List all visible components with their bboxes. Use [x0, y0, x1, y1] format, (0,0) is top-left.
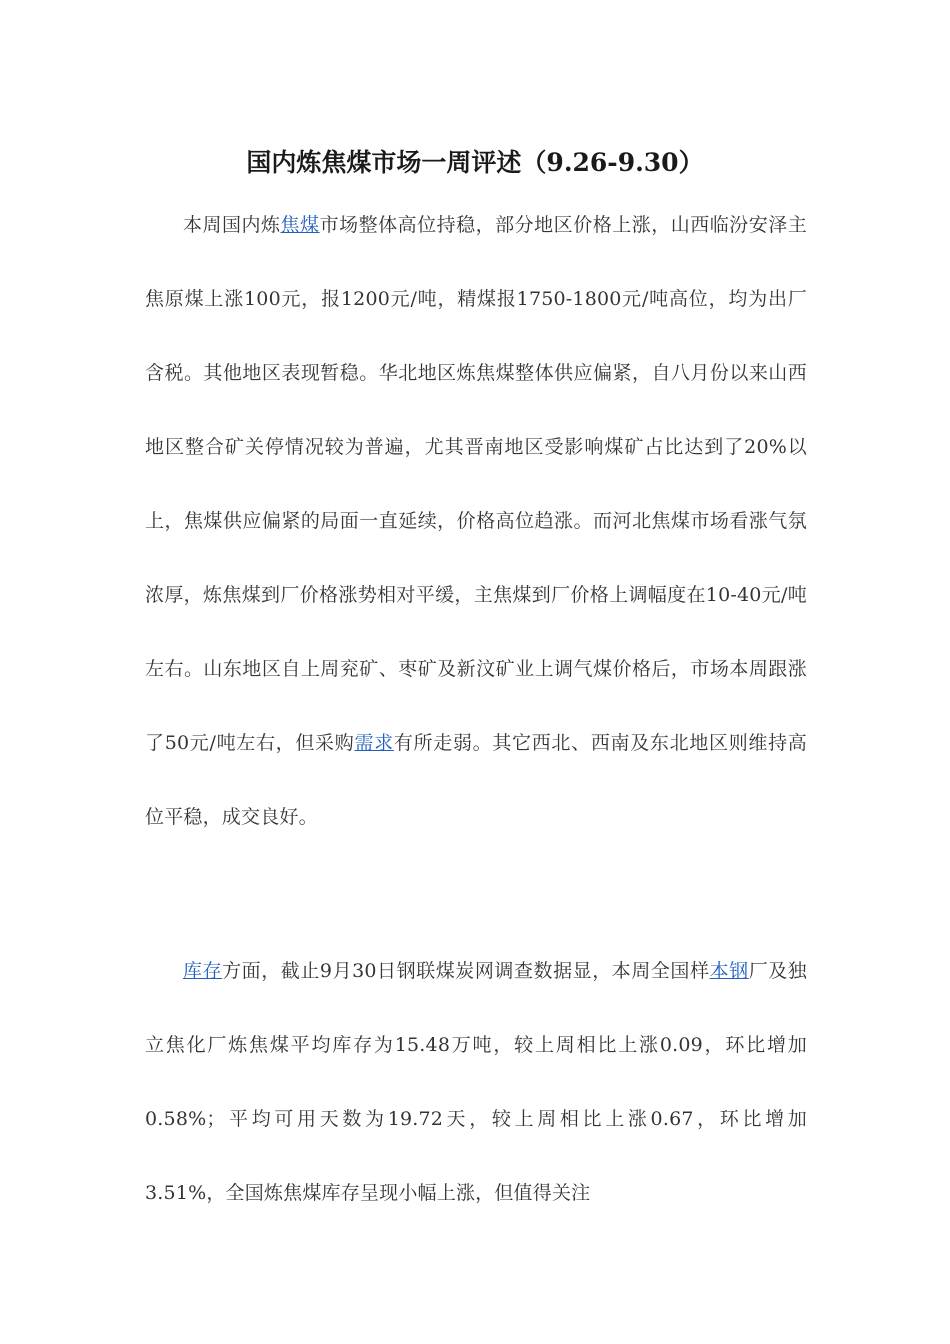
- paragraph-text: 厂及独立焦化厂炼焦煤平均库存为15.48万吨，较上周相比上涨0.09，环比增加0.58%；平均可用天数为19.72天，较上周相比上涨0.67，环比增加3.51%，全国炼焦煤库存呈现小幅上涨，但值得关注: [145, 960, 808, 1204]
- paragraph-text: 有所走弱。其它西北、西南及东北地区则维持高位平稳，成交良好。: [145, 732, 808, 828]
- paragraph-text: 方面，截止9月30日钢联煤炭网调查数据显，本周全国样: [222, 960, 710, 982]
- link-coking-coal[interactable]: 焦煤: [280, 214, 320, 236]
- document-title: 国内炼焦煤市场一周评述（9.26-9.30）: [246, 148, 704, 177]
- paragraph-text: 本周国内炼: [183, 214, 281, 236]
- paragraph-inventory: [145, 934, 807, 1230]
- paragraph-text: 市场整体高位持稳，部分地区价格上涨，山西临汾安泽主焦原煤上涨100元，报1200元/吨，精煤报1750-1800元/吨高位，均为出厂含税。其他地区表现暂稳。华北地区炼焦煤整体供应偏紧，自八月份以来山西地区整合矿关停情况较为普遍，尤其晋南地区受影响煤矿占比达到了20%以上，焦煤供应偏紧的局面一直延续，价格高位趋涨。而河北焦煤市场看涨气氛浓厚，炼焦煤到厂价格涨势相对平缓，主焦煤到厂价格上调幅度在10-40元/吨左右。山东地区自上周兖矿、枣矿及新汶矿业上调气煤价格后，市场本周跟涨了50元/吨左右，但采购: [145, 214, 807, 754]
- paragraph-market-overview: [145, 188, 807, 854]
- link-inventory[interactable]: 库存: [183, 960, 223, 982]
- link-bengang[interactable]: 本钢: [709, 960, 749, 982]
- link-demand[interactable]: 需求: [354, 732, 394, 754]
